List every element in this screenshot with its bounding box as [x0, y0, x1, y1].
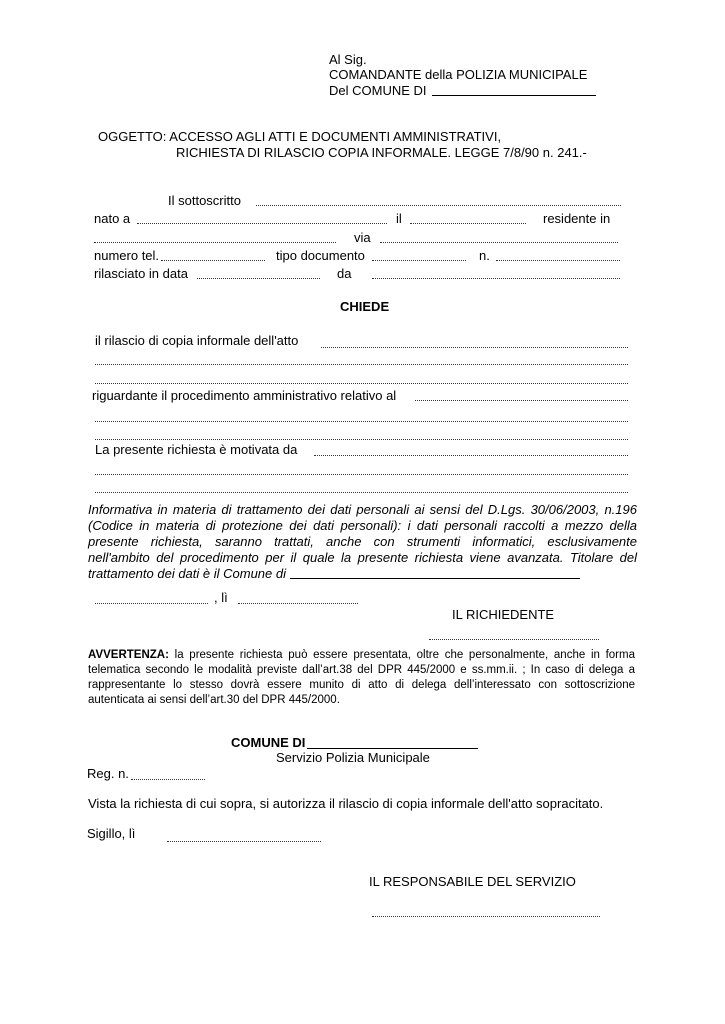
da-label: da	[337, 266, 352, 281]
motivazione-field-2[interactable]	[95, 474, 628, 475]
chiede-heading: CHIEDE	[340, 299, 390, 314]
avvertenza-label: AVVERTENZA:	[88, 649, 169, 661]
sigillo-data-field[interactable]	[167, 841, 321, 842]
avvertenza-block	[88, 648, 635, 708]
responsabile-label: IL RESPONSABILE DEL SERVIZIO	[369, 874, 576, 889]
avvertenza-line-2: telematica secondo le modalità previste dall’art.38 del DPR 445/2000 e ss.mm.ii. ; In caso di delega a	[88, 664, 635, 676]
subject-line-1: OGGETTO: ACCESSO AGLI ATTI E DOCUMENTI AMMINISTRATIVI,	[98, 129, 502, 144]
data-rilascio-field[interactable]	[197, 278, 320, 279]
rilascio-label: il rilascio di copia informale dell'atto	[95, 333, 299, 348]
numero-tel-field[interactable]	[161, 260, 265, 261]
data-nascita-field[interactable]	[410, 223, 526, 224]
atto-field-2[interactable]	[95, 364, 628, 365]
motivazione-field-3[interactable]	[95, 492, 628, 493]
sigillo-label: Sigillo, lì	[87, 826, 136, 841]
avvertenza-line-3: rappresentante lo stesso dovrà essere munito di atto di delega dell’interessato con sottoscrizione	[88, 679, 635, 691]
data-field[interactable]	[238, 603, 358, 604]
tipo-documento-label: tipo documento	[276, 248, 365, 263]
procedimento-field-2[interactable]	[95, 421, 628, 422]
atto-field-1[interactable]	[321, 347, 628, 348]
numero-tel-label: numero tel.	[94, 248, 160, 263]
motivata-label: La presente richiesta è motivata da	[95, 442, 298, 457]
vista-text: Vista la richiesta di cui sopra, si autorizza il rilascio di copia informale dell'atto sopracitato.	[88, 796, 604, 811]
privacy-line-3: presente richiesta, saranno trattati, anche con strumenti informatici, esclusivamente	[88, 534, 637, 549]
office-comune-line[interactable]	[307, 748, 478, 749]
sottoscritto-field[interactable]	[256, 205, 621, 206]
privacy-line-2: (Codice in materia di protezione dei dati personali): i dati personali raccolti a mezzo della	[88, 518, 637, 533]
avvertenza-line-4: autenticata ai sensi dell’art.30 del DPR 445/2000.	[88, 694, 340, 706]
via-label: via	[354, 230, 371, 245]
nato-a-label: nato a	[94, 211, 131, 226]
privacy-line-1: Informativa in materia di trattamento dei dati personali ai sensi del D.Lgs. 30/06/2003, n.196	[88, 502, 637, 517]
li-label: , lì	[214, 590, 228, 605]
motivazione-field-1[interactable]	[314, 455, 628, 456]
firma-responsabile-field[interactable]	[372, 916, 600, 917]
firma-richiedente-field[interactable]	[429, 639, 599, 640]
procedimento-field-3[interactable]	[95, 439, 628, 440]
sottoscritto-label: Il sottoscritto	[168, 193, 241, 208]
privacy-line-4: nell'ambito del procedimento per il quale la presente richiesta viene avanzata. Titolare del	[88, 550, 637, 565]
servizio-label: Servizio Polizia Municipale	[276, 750, 430, 765]
atto-field-3[interactable]	[95, 383, 628, 384]
procedimento-field-1[interactable]	[415, 400, 628, 401]
luogo-field[interactable]	[95, 603, 208, 604]
privacy-notice	[88, 502, 637, 566]
il-label: il	[396, 211, 402, 226]
rilasciato-label: rilasciato in data	[94, 266, 188, 281]
ente-rilascio-field[interactable]	[372, 278, 620, 279]
addressee-line-2: COMANDANTE della POLIZIA MUNICIPALE	[329, 67, 588, 82]
subject-line-2: RICHIESTA DI RILASCIO COPIA INFORMALE. LEGGE 7/8/90 n. 241.-	[176, 145, 587, 160]
reg-n-label: Reg. n.	[87, 766, 129, 781]
comune-blank-line[interactable]	[432, 95, 596, 96]
reg-n-field[interactable]	[131, 779, 205, 780]
residenza-field[interactable]	[94, 242, 336, 243]
addressee-line-3: Del COMUNE DI	[329, 83, 427, 98]
richiedente-label: IL RICHIEDENTE	[452, 607, 555, 622]
avvertenza-text-1: la presente richiesta può essere presentata, oltre che personalmente, anche in forma	[174, 649, 635, 661]
tipo-documento-field[interactable]	[372, 260, 466, 261]
avvertenza-line-1	[88, 648, 635, 663]
via-field[interactable]	[380, 242, 618, 243]
nato-a-field[interactable]	[137, 223, 387, 224]
numero-documento-field[interactable]	[496, 260, 620, 261]
riguardante-label: riguardante il procedimento amministrativo relativo al	[92, 388, 397, 403]
numero-documento-label: n.	[479, 248, 490, 263]
privacy-last-line: trattamento dei dati è il Comune di	[88, 566, 286, 581]
residente-in-label: residente in	[543, 211, 611, 226]
comune-di-heading: COMUNE DI	[231, 735, 306, 750]
addressee-line-1: Al Sig.	[329, 52, 367, 67]
titolare-comune-line[interactable]	[290, 578, 580, 579]
